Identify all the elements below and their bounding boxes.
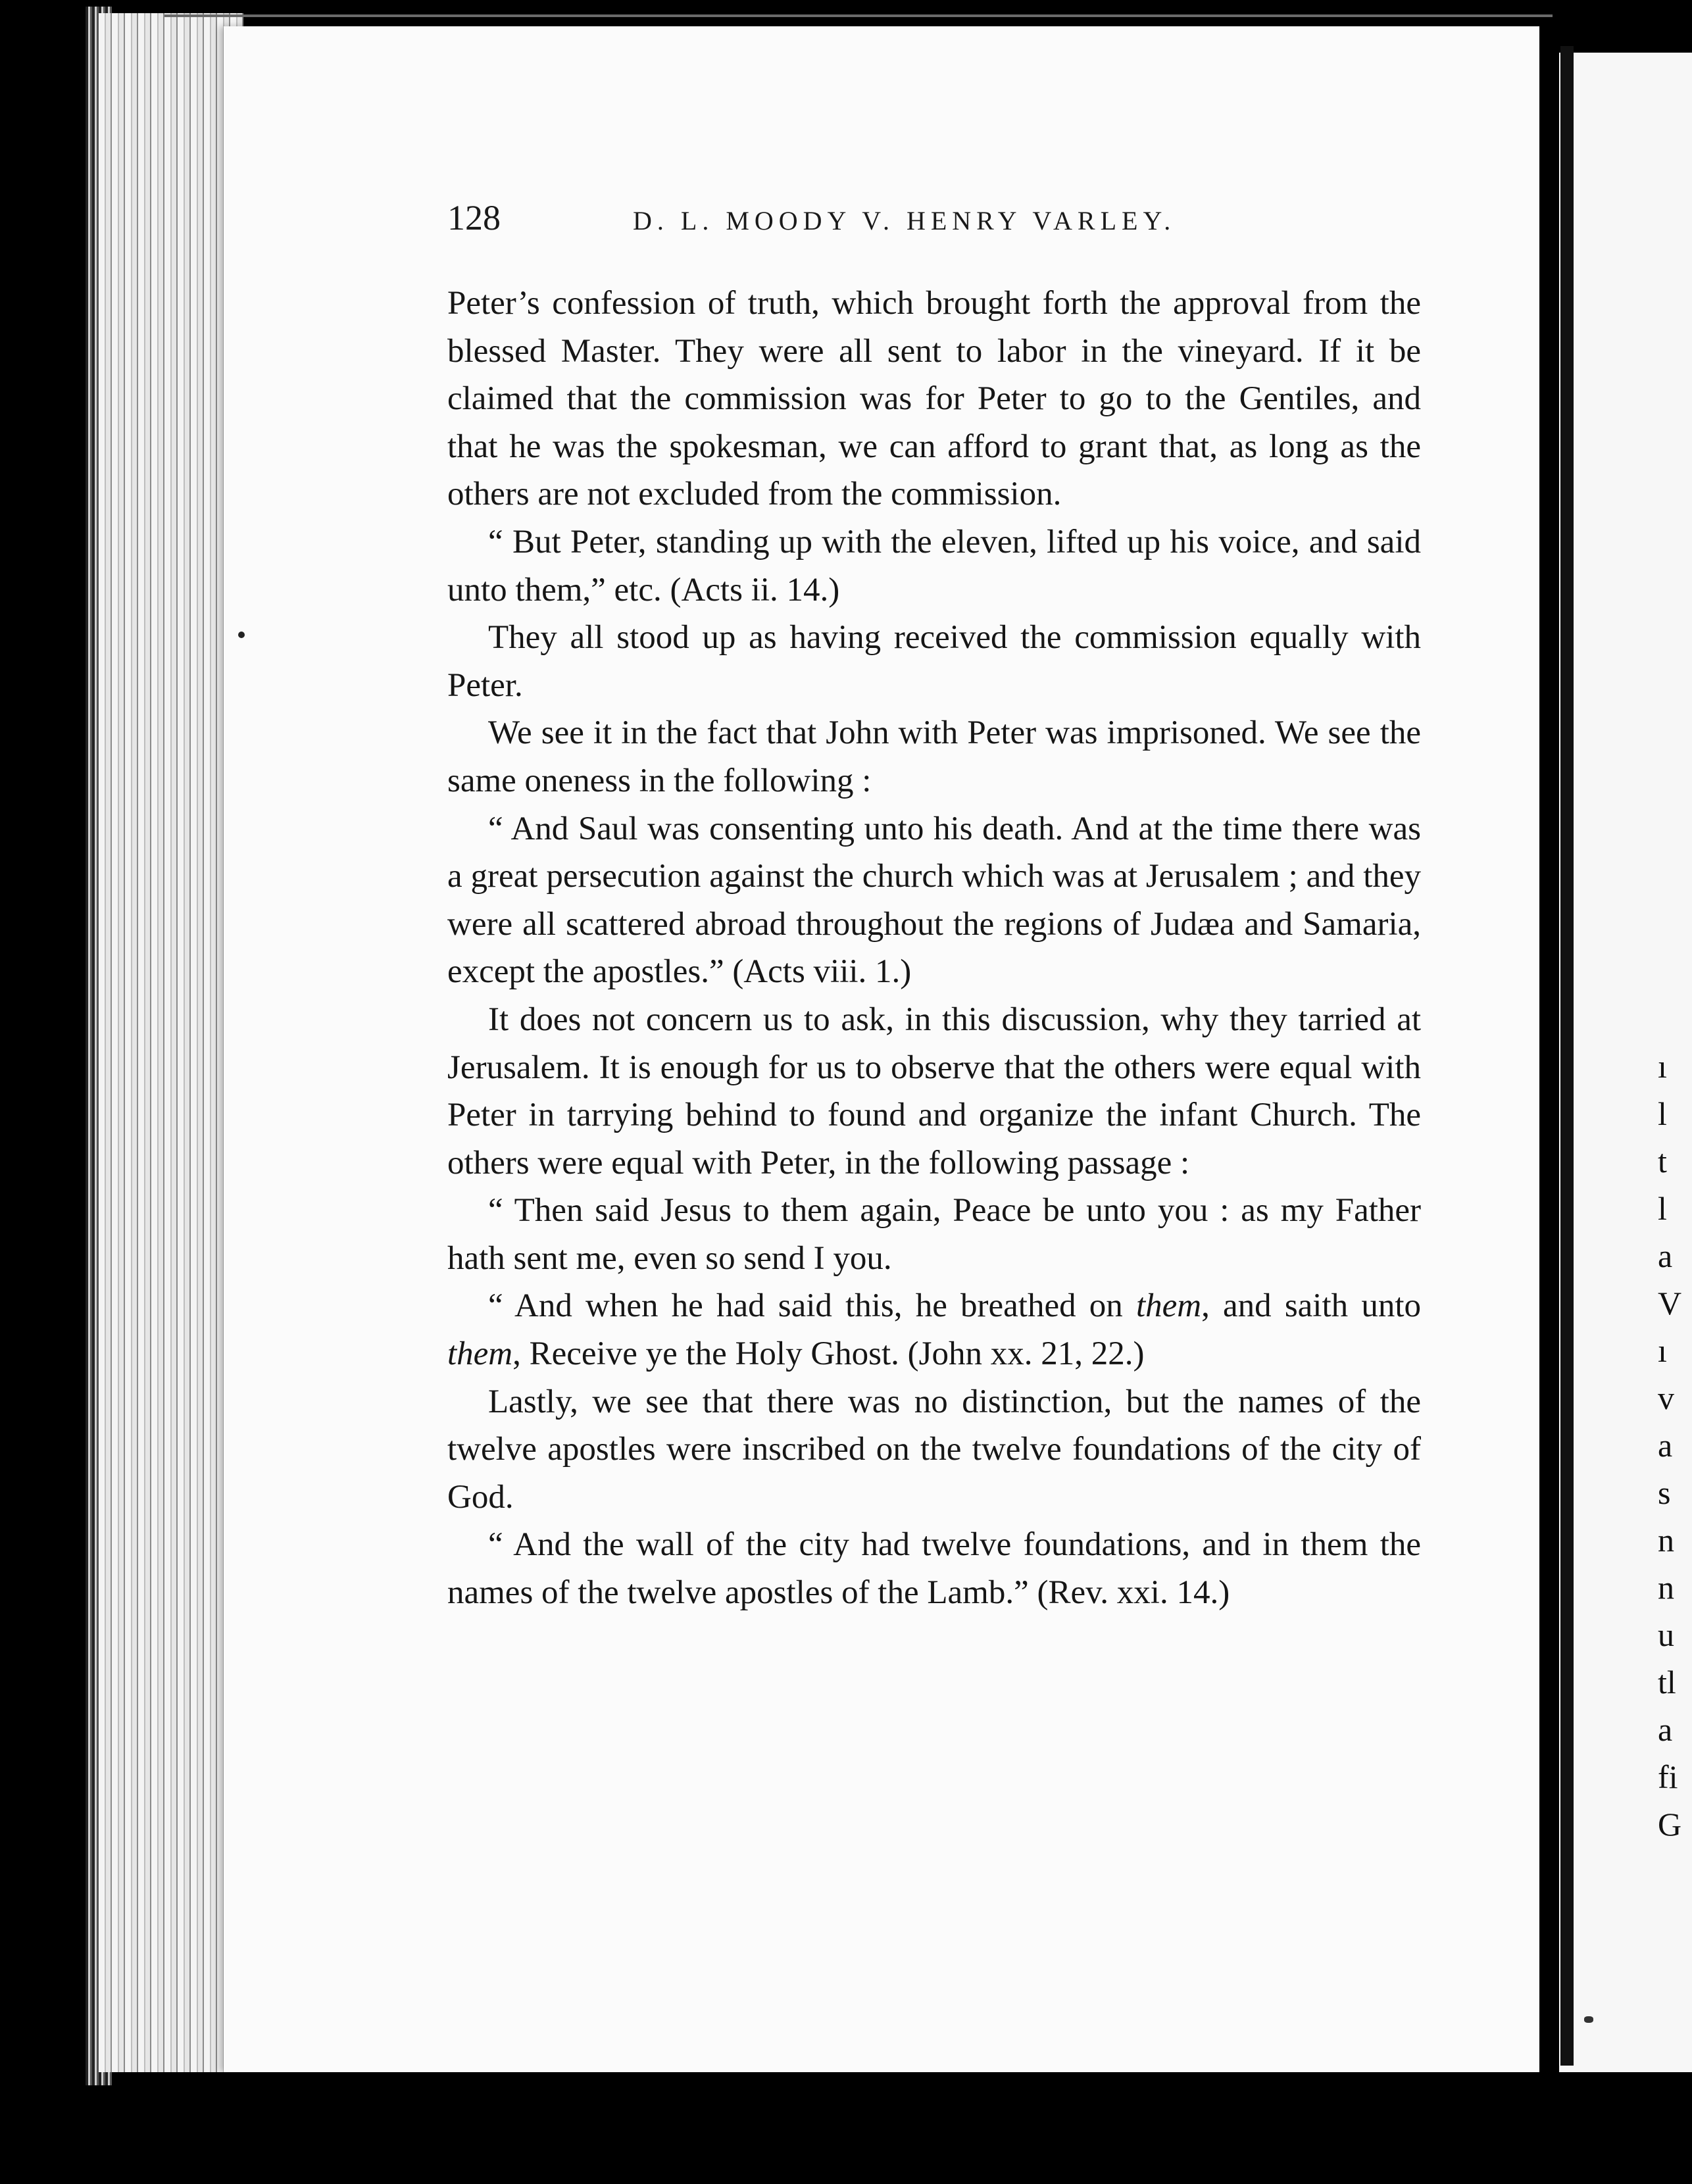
facing-fragment: u — [1658, 1616, 1674, 1653]
paragraph: “ Then said Jesus to them again, Peace be unto you : as my Father hath sent me, even so send I you. — [447, 1192, 1421, 1277]
page-edges — [99, 13, 243, 2072]
paragraph: Lastly, we see that there was no distinction, but the names of the twelve apostles were inscribed on the twelve foundations of the city of God. — [447, 1383, 1421, 1516]
gutter-shadow — [1560, 46, 1574, 2066]
facing-fragment: v — [1658, 1379, 1674, 1416]
top-edge-rule — [164, 14, 1553, 17]
facing-fragment: a — [1658, 1427, 1673, 1464]
facing-fragment: n — [1658, 1522, 1674, 1558]
facing-fragment: ı — [1658, 1048, 1667, 1085]
facing-fragment: ı — [1658, 1332, 1667, 1369]
page-number: 128 — [447, 198, 501, 237]
paragraph: We see it in the fact that John with Peter was imprisoned. We see the same oneness in the following : — [447, 714, 1421, 799]
facing-fragment: tl — [1658, 1664, 1676, 1700]
text-run: , Receive ye the Holy Ghost. (John xx. 21, 22.) — [512, 1335, 1145, 1373]
facing-fragment: n — [1658, 1569, 1674, 1606]
margin-mark — [1584, 2016, 1593, 2023]
facing-fragment: s — [1658, 1474, 1671, 1511]
paragraph-breathed — [447, 1282, 1421, 1377]
running-title: D. L. MOODY V. HENRY VARLEY. — [633, 206, 1176, 236]
text-run: , and saith unto — [1201, 1287, 1421, 1325]
facing-page-fragments — [1658, 1043, 1692, 1848]
paragraph: “ And Saul was consenting unto his death. And at the time there was a great persecution against the church which was at Jerusalem ; and they were all scattered abroad throughout the regions of Judæa and Samaria, except the apostles.” (Acts viii. 1.) — [447, 810, 1421, 991]
paragraph: “ And the wall of the city had twelve foundations, and in them the names of the twelve apostles of the Lamb.” (Rev. xxi. 14.) — [447, 1526, 1421, 1612]
facing-fragment: fi — [1658, 1758, 1678, 1795]
facing-fragment: l — [1658, 1095, 1667, 1132]
emphasis: them — [1135, 1287, 1202, 1325]
facing-fragment: a — [1658, 1711, 1673, 1748]
facing-fragment: l — [1658, 1190, 1667, 1227]
paragraph: “ But Peter, standing up with the eleven, lifted up his voice, and said unto them,” etc. (Acts ii. 14.) — [447, 523, 1421, 608]
facing-fragment: a — [1658, 1237, 1673, 1274]
paragraph: Peter’s confession of truth, which brought forth the approval from the blessed Master. They were all sent to labor in the vineyard. If it be claimed that the commission was for Peter to go to the Gentiles, and that he was the spokesman, we can afford to grant that, as long as the others are not excluded from the commission. — [447, 285, 1421, 513]
paragraph: They all stood up as having received the commission equally with Peter. — [447, 619, 1421, 704]
facing-fragment: t — [1658, 1143, 1667, 1179]
emphasis: them — [447, 1335, 513, 1373]
paragraph: It does not concern us to ask, in this discussion, why they tarried at Jerusalem. It is enough for us to observe that the others were equal with Peter in tarrying behind to found and organize the infant Church. The others were equal with Peter, in the following passage : — [447, 1001, 1421, 1181]
facing-fragment: V — [1658, 1285, 1682, 1322]
facing-fragment: G — [1658, 1806, 1682, 1843]
body-text — [447, 280, 1421, 1617]
margin-dot — [238, 632, 245, 638]
text-run: “ And when he had said this, he breathed on — [488, 1287, 1136, 1325]
